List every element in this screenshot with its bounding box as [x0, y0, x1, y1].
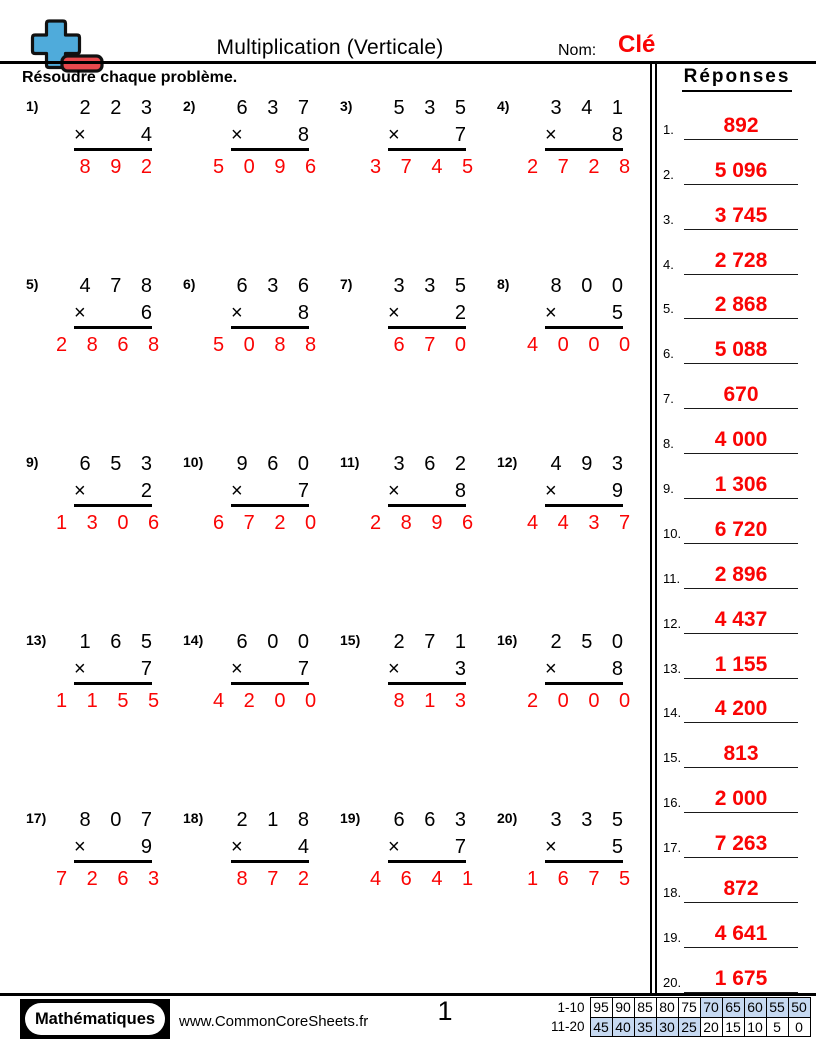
answer-row	[658, 95, 816, 140]
multiplicand: 6 3 6	[236, 275, 316, 297]
answer-value: 4 641	[684, 921, 798, 948]
product-answer: 4 4 3 7	[527, 512, 638, 534]
product-answer: 4 2 0 0	[213, 690, 324, 712]
answer-row	[658, 948, 816, 993]
problem-number: 20)	[497, 810, 518, 826]
answer-value: 1 306	[684, 472, 798, 499]
problem-work	[56, 452, 167, 535]
answer-number: 9.	[663, 481, 674, 497]
multiplier-row	[74, 124, 152, 151]
times-icon: ×	[74, 124, 86, 146]
multiplicand: 2 7 1	[393, 631, 473, 653]
multiplicand: 3 4 1	[550, 97, 630, 119]
multiplicand: 4 7 8	[79, 275, 159, 297]
times-icon: ×	[545, 836, 557, 858]
multiplicand: 5 3 5	[393, 97, 473, 119]
multiplicand: 2 5 0	[550, 631, 630, 653]
grading-score-cell: 55	[766, 998, 788, 1018]
problem-work	[527, 630, 638, 713]
multiplier-row	[545, 836, 623, 863]
answer-value: 5 096	[684, 158, 798, 185]
grading-score-cell: 30	[656, 1017, 678, 1037]
problem	[336, 452, 493, 630]
multiplier: 9	[611, 480, 623, 502]
multiplier: 8	[297, 124, 309, 146]
problem-work	[56, 808, 167, 891]
answer-row	[658, 409, 816, 454]
product-answer: 2 7 2 8	[527, 156, 638, 178]
multiplier: 2	[454, 302, 466, 324]
product-answer: 6 7 0	[393, 334, 473, 356]
times-icon: ×	[231, 302, 243, 324]
times-icon: ×	[388, 658, 400, 680]
page-title: Multiplication (Verticale)	[216, 36, 444, 59]
problem	[179, 452, 336, 630]
answer-number: 19.	[663, 929, 682, 945]
multiplier: 9	[140, 836, 152, 858]
problem-number: 19)	[340, 810, 361, 826]
header-rule	[0, 61, 816, 64]
problem-work	[56, 96, 159, 179]
problem	[336, 96, 493, 274]
multiplier-row	[231, 480, 309, 507]
product-answer: 5 0 9 6	[213, 156, 324, 178]
product-answer: 8 1 3	[393, 690, 473, 712]
problem-number: 14)	[183, 632, 204, 648]
product-answer: 7 2 6 3	[56, 868, 167, 890]
answers-title: Réponses	[682, 66, 793, 92]
problem-work	[56, 630, 167, 713]
multiplier: 7	[297, 480, 309, 502]
multiplicand: 2 2 3	[79, 97, 159, 119]
multiplier-row	[74, 302, 152, 329]
answer-value: 4 437	[684, 607, 798, 634]
problem-number: 18)	[183, 810, 204, 826]
multiplicand: 8 0 0	[550, 275, 630, 297]
answer-number: 6.	[663, 346, 674, 362]
answers-header	[658, 66, 816, 92]
multiplier-row	[231, 124, 309, 151]
multiplier-row	[231, 302, 309, 329]
grading-score-cell: 25	[678, 1017, 700, 1037]
multiplier: 5	[611, 836, 623, 858]
answer-value: 4 000	[684, 427, 798, 454]
answer-number: 4.	[663, 256, 674, 272]
problem-work	[527, 274, 638, 357]
multiplier: 6	[140, 302, 152, 324]
problem-number: 7)	[340, 276, 353, 292]
multiplier: 8	[611, 124, 623, 146]
answer-number: 7.	[663, 391, 674, 407]
multiplier-row	[545, 302, 623, 329]
answer-row	[658, 858, 816, 903]
problem-number: 1)	[26, 98, 39, 114]
answer-value: 4 200	[684, 696, 798, 723]
answer-number: 15.	[663, 750, 682, 766]
multiplicand: 9 6 0	[236, 453, 316, 475]
grading-score-cell: 65	[722, 998, 744, 1018]
product-answer: 1 3 0 6	[56, 512, 167, 534]
multiplier: 7	[140, 658, 152, 680]
answer-value: 1 675	[684, 966, 798, 993]
multiplier-row	[74, 836, 152, 863]
grading-range-label: 1-10	[557, 999, 585, 1015]
problem-number: 11)	[340, 454, 360, 470]
multiplier-row	[545, 658, 623, 685]
times-icon: ×	[388, 836, 400, 858]
multiplier-row	[388, 836, 466, 863]
answer-number: 18.	[663, 885, 682, 901]
answer-number: 13.	[663, 660, 682, 676]
grading-score-cell: 20	[700, 1017, 722, 1037]
times-icon: ×	[388, 124, 400, 146]
grading-score-cell: 75	[678, 998, 700, 1018]
multiplier-row	[231, 658, 309, 685]
problem-number: 17)	[26, 810, 47, 826]
answer-row	[658, 140, 816, 185]
problem	[493, 274, 650, 452]
grading-score-cell: 10	[744, 1017, 766, 1037]
times-icon: ×	[74, 302, 86, 324]
multiplier: 8	[611, 658, 623, 680]
answer-value: 5 088	[684, 337, 798, 364]
multiplicand: 6 6 3	[393, 809, 473, 831]
problem	[179, 96, 336, 274]
answer-number: 3.	[663, 211, 674, 227]
answer-number: 10.	[663, 525, 682, 541]
problem-number: 6)	[183, 276, 196, 292]
times-icon: ×	[231, 836, 243, 858]
problem-work	[527, 452, 638, 535]
multiplicand: 8 0 7	[79, 809, 159, 831]
grading-row	[540, 1017, 810, 1037]
times-icon: ×	[74, 480, 86, 502]
website-url: www.CommonCoreSheets.fr	[179, 1013, 369, 1030]
problem	[493, 630, 650, 808]
multiplier: 8	[454, 480, 466, 502]
problem-work	[370, 274, 473, 357]
problem-work	[370, 808, 481, 891]
multiplicand: 3 6 2	[393, 453, 473, 475]
problem-number: 10)	[183, 454, 204, 470]
problem	[179, 808, 336, 986]
times-icon: ×	[74, 836, 86, 858]
answer-value: 7 263	[684, 831, 798, 858]
answer-number: 8.	[663, 436, 674, 452]
multiplier-row	[388, 658, 466, 685]
multiplicand: 3 3 5	[393, 275, 473, 297]
grading-score-cell: 85	[634, 998, 656, 1018]
answer-value: 670	[684, 382, 798, 409]
product-answer: 8 7 2	[236, 868, 316, 890]
answer-row	[658, 813, 816, 858]
grading-score-cell: 45	[590, 1017, 612, 1037]
multiplicand: 6 5 3	[79, 453, 159, 475]
problem	[336, 274, 493, 452]
grading-score-cell: 50	[788, 998, 810, 1018]
multiplier-row	[74, 658, 152, 685]
grading-table	[540, 997, 811, 1037]
page-number: 1	[437, 996, 453, 1026]
problem	[493, 452, 650, 630]
problem-work	[527, 96, 638, 179]
brand-badge	[20, 999, 170, 1039]
multiplier: 7	[454, 836, 466, 858]
times-icon: ×	[231, 658, 243, 680]
problem-number: 8)	[497, 276, 510, 292]
times-icon: ×	[231, 124, 243, 146]
answer-key-label: Clé	[618, 31, 656, 58]
answer-value: 3 745	[684, 203, 798, 230]
multiplier: 4	[140, 124, 152, 146]
answer-value: 2 000	[684, 786, 798, 813]
problem	[22, 808, 179, 986]
multiplier-row	[388, 302, 466, 329]
answer-number: 20.	[663, 974, 682, 990]
problem	[22, 96, 179, 274]
answer-row	[658, 903, 816, 948]
answer-value: 813	[684, 741, 798, 768]
product-answer: 5 0 8 8	[213, 334, 324, 356]
problem-number: 13)	[26, 632, 47, 648]
problem	[179, 630, 336, 808]
problem-number: 12)	[497, 454, 518, 470]
problem-work	[56, 274, 167, 357]
problem-number: 4)	[497, 98, 510, 114]
times-icon: ×	[388, 480, 400, 502]
answer-row	[658, 454, 816, 499]
product-answer: 1 1 5 5	[56, 690, 167, 712]
times-icon: ×	[545, 302, 557, 324]
grading-score-cell: 15	[722, 1017, 744, 1037]
grading-score-cell: 70	[700, 998, 722, 1018]
grading-range-label: 11-20	[550, 1019, 585, 1035]
grading-score-cell: 60	[744, 998, 766, 1018]
multiplier: 4	[297, 836, 309, 858]
problems-grid	[22, 96, 650, 986]
problem	[336, 630, 493, 808]
times-icon: ×	[545, 658, 557, 680]
multiplicand: 1 6 5	[79, 631, 159, 653]
multiplicand: 6 0 0	[236, 631, 316, 653]
product-answer: 4 6 4 1	[370, 868, 481, 890]
multiplicand: 6 3 7	[236, 97, 316, 119]
problem-work	[213, 96, 324, 179]
answers-divider	[650, 64, 657, 993]
problem	[493, 96, 650, 274]
multiplier-row	[545, 480, 623, 507]
multiplier-row	[388, 124, 466, 151]
multiplier: 3	[454, 658, 466, 680]
grading-score-cell: 40	[612, 1017, 634, 1037]
times-icon: ×	[545, 480, 557, 502]
brand-label: Mathématiques	[25, 1003, 165, 1035]
grading-score-cell: 80	[656, 998, 678, 1018]
product-answer: 2 8 6 8	[56, 334, 167, 356]
problem-work	[213, 452, 324, 535]
multiplier-row	[388, 480, 466, 507]
answer-number: 17.	[663, 840, 682, 856]
answer-row	[658, 499, 816, 544]
multiplier: 7	[297, 658, 309, 680]
product-answer: 6 7 2 0	[213, 512, 324, 534]
problem-number: 9)	[26, 454, 39, 470]
grading-score-cell: 35	[634, 1017, 656, 1037]
answer-row	[658, 768, 816, 813]
answer-number: 11.	[663, 570, 681, 586]
problem-number: 5)	[26, 276, 39, 292]
problem	[22, 630, 179, 808]
problem-work	[213, 808, 316, 891]
multiplicand: 2 1 8	[236, 809, 316, 831]
multiplicand: 3 3 5	[550, 809, 630, 831]
problem-number: 15)	[340, 632, 361, 648]
answer-row	[658, 364, 816, 409]
product-answer: 4 0 0 0	[527, 334, 638, 356]
answer-number: 2.	[663, 166, 674, 182]
problem-number: 3)	[340, 98, 353, 114]
problem-work	[370, 630, 473, 713]
answer-value: 872	[684, 876, 798, 903]
answer-row	[658, 589, 816, 634]
times-icon: ×	[74, 658, 86, 680]
multiplier-row	[74, 480, 152, 507]
multiplier: 2	[140, 480, 152, 502]
grading-score-cell: 5	[766, 1017, 788, 1037]
problem-work	[370, 96, 481, 179]
multiplier: 7	[454, 124, 466, 146]
grading-score-cell: 0	[788, 1017, 810, 1037]
product-answer: 8 9 2	[79, 156, 159, 178]
grading-row	[540, 998, 810, 1018]
problem-work	[370, 452, 481, 535]
problem	[22, 452, 179, 630]
multiplier: 8	[297, 302, 309, 324]
problem	[179, 274, 336, 452]
times-icon: ×	[545, 124, 557, 146]
product-answer: 2 8 9 6	[370, 512, 481, 534]
problem-work	[213, 274, 324, 357]
multiplicand: 4 9 3	[550, 453, 630, 475]
times-icon: ×	[231, 480, 243, 502]
name-label: Nom:	[558, 42, 597, 59]
answer-row	[658, 319, 816, 364]
answer-value: 6 720	[684, 517, 798, 544]
answer-value: 2 868	[684, 292, 798, 319]
times-icon: ×	[388, 302, 400, 324]
multiplier: 5	[611, 302, 623, 324]
answer-number: 16.	[663, 795, 682, 811]
answer-row	[658, 544, 816, 589]
answer-row	[658, 723, 816, 768]
multiplier-row	[231, 836, 309, 863]
problem	[22, 274, 179, 452]
grading-score-cell: 90	[612, 998, 634, 1018]
answers-list	[658, 95, 816, 993]
answer-number: 14.	[663, 705, 682, 721]
problem-number: 16)	[497, 632, 518, 648]
answer-row	[658, 634, 816, 679]
answer-row	[658, 275, 816, 320]
answer-number: 5.	[663, 301, 674, 317]
answer-value: 2 728	[684, 248, 798, 275]
answer-row	[658, 185, 816, 230]
answer-value: 2 896	[684, 562, 798, 589]
answer-value: 1 155	[684, 652, 798, 679]
product-answer: 1 6 7 5	[527, 868, 638, 890]
problem-work	[213, 630, 324, 713]
multiplier-row	[545, 124, 623, 151]
product-answer: 2 0 0 0	[527, 690, 638, 712]
problem	[336, 808, 493, 986]
answer-number: 12.	[663, 615, 682, 631]
answer-value: 892	[684, 113, 798, 140]
answer-row	[658, 230, 816, 275]
answer-row	[658, 679, 816, 724]
plus-minus-logo-icon	[18, 18, 104, 74]
answer-number: 1.	[663, 121, 674, 137]
grading-score-cell: 95	[590, 998, 612, 1018]
problem	[493, 808, 650, 986]
problem-work	[527, 808, 638, 891]
product-answer: 3 7 4 5	[370, 156, 481, 178]
instruction-text: Résoudre chaque problème.	[22, 69, 238, 86]
problem-number: 2)	[183, 98, 196, 114]
